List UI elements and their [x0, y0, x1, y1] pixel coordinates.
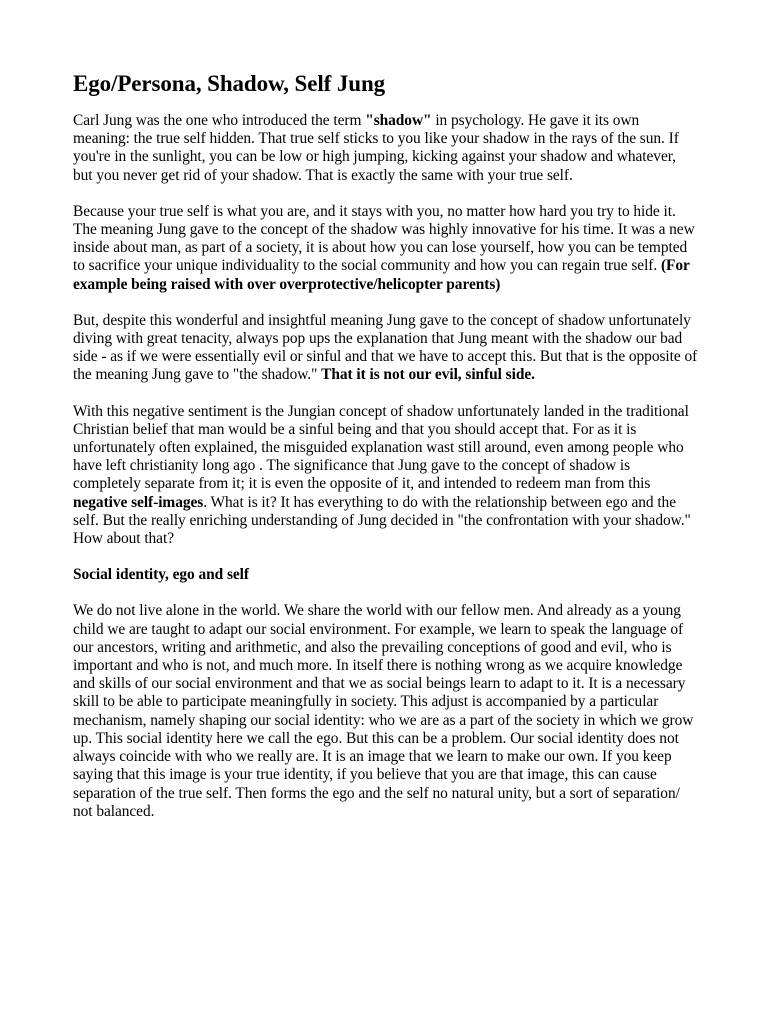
paragraph-4 [73, 403, 699, 549]
section-heading: Social identity, ego and self [73, 566, 249, 584]
paragraph-5: We do not live alone in the world. We share the world with our fellow men. And already as a young child we are taught to adapt our social environment. For example, we learn to speak the language of our ancestors, writing and arithmetic, and also the prevailing conceptions of good and evil, who is important and who is not, and much more. In itself there is nothing wrong as we acquire knowledge and skills of our social environment and that we as social beings learn to adapt to it. It is a necessary skill to be able to participate meaningfully in society. This adjust is accompanied by a particular mechanism, namely shaping our social identity: who we are as a part of the society in which we grow up. This social identity here we call the ego. But this can be a problem. Our social identity does not always coincide with who we really are. It is an image that we learn to make our own. If you keep saying that this image is your true identity, if you believe that you are that image, this can cause separation of the true self. Then forms the ego and the self no natural unity, but a sort of separation/ not balanced. [73, 602, 694, 820]
paragraph-1-text-a: Carl Jung was the one who introduced the term [73, 112, 366, 129]
paragraph-3 [73, 312, 699, 385]
negative-self-images-term: negative self-images [73, 493, 204, 511]
document-page [73, 70, 699, 839]
paragraph-2-bold-example: (For example being raised with over overprotective/helicopter parents) [73, 257, 690, 293]
paragraph-4-text-a: With this negative sentiment is the Jungian concept of shadow unfortunately landed in the traditional Christian belief that man would be a sinful being and that you should accept that. For as it is unfortunately often explained, the misguided explanation wast still around, even among people who have left christianity long ago . The significance that Jung gave to the concept of shadow is completely separate from it; it is even the opposite of it, and intended to redeem man from this [73, 402, 689, 493]
paragraph-3-text-a: But, despite this wonderful and insightful meaning Jung gave to the concept of shadow unfortunately diving with great tenacity, always pop ups the explanation that Jung meant with the shadow our bad side - as if we were essentially evil or sinful and that we have to accept this. But that is the opposite of the meaning Jung gave to "the shadow." [73, 311, 698, 384]
paragraph-2 [73, 203, 699, 294]
document-title: Ego/Persona, Shadow, Self Jung [73, 71, 386, 96]
paragraph-1 [73, 112, 699, 185]
paragraph-4-text-c: . What is it? It has everything to do with the relationship between ego and the self. But the really enriching understanding of Jung decided in "the confrontation with your shadow." How about that? [73, 493, 691, 548]
paragraph-2-text-a: Because your true self is what you are, and it stays with you, no matter how hard you try to hide it. The meaning Jung gave to the concept of the shadow was highly innovative for his time. It was a new inside about man, as part of a society, it is about how you can lose yourself, how you can be tempted to sacrifice your unique individuality to the social community and how you can regain true self. [73, 202, 695, 275]
shadow-term: "shadow" [365, 112, 432, 129]
paragraph-3-bold-statement: That it is not our evil, sinful side. [321, 366, 535, 384]
paragraph-1-text-c: in psychology. He gave it its own meaning: the true self hidden. That true self sticks to you like your shadow in the rays of the sun. If you're in the sunlight, you can be low or high jumping, kicking against your shadow and whatever, but you never get rid of your shadow. That is exactly the same with your true self. [73, 112, 679, 184]
